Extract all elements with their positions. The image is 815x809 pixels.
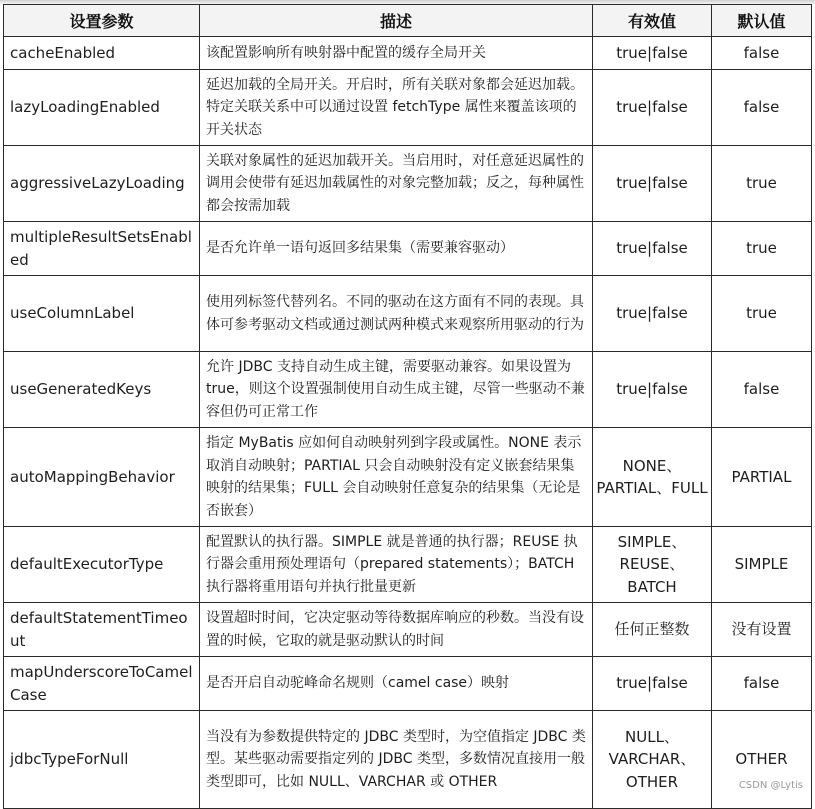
table-row (4, 352, 812, 428)
table-row (4, 70, 812, 146)
param-name: defaultStatementTimeout (4, 603, 200, 657)
param-default: 没有设置 (712, 603, 812, 657)
param-name: multipleResultSetsEnabled (4, 222, 200, 276)
param-name: defaultExecutorType (4, 527, 200, 603)
param-name: jdbcTypeForNull (4, 711, 200, 809)
param-default: false (712, 37, 812, 70)
param-valid: true|false (593, 70, 712, 146)
param-desc: 当没有为参数提供特定的 JDBC 类型时，为空值指定 JDBC 类型。某些驱动需要指定列的 JDBC 类型，多数情况直接用一般类型即可，比如 NULL、VARCHAR 或 OTHER (200, 711, 593, 809)
table-row (4, 146, 812, 222)
param-default: OTHER (712, 711, 812, 809)
param-default: false (712, 657, 812, 711)
table-row (4, 276, 812, 352)
param-default: PARTIAL (712, 428, 812, 527)
table-row (4, 222, 812, 276)
table-row (4, 711, 812, 809)
param-desc: 延迟加载的全局开关。开启时，所有关联对象都会延迟加载。特定关联关系中可以通过设置 fetchType 属性来覆盖该项的开关状态 (200, 70, 593, 146)
param-valid: NULL、VARCHAR、OTHER (593, 711, 712, 809)
param-desc: 使用列标签代替列名。不同的驱动在这方面有不同的表现。具体可参考驱动文档或通过测试两种模式来观察所用驱动的行为 (200, 276, 593, 352)
param-desc: 指定 MyBatis 应如何自动映射列到字段或属性。NONE 表示取消自动映射；PARTIAL 只会自动映射没有定义嵌套结果集映射的结果集；FULL 会自动映射任意复杂的结果集（无论是否嵌套） (200, 428, 593, 527)
table-row (4, 603, 812, 657)
param-name: useGeneratedKeys (4, 352, 200, 428)
param-valid: NONE、PARTIAL、FULL (593, 428, 712, 527)
param-default: true (712, 222, 812, 276)
param-desc: 是否允许单一语句返回多结果集（需要兼容驱动） (200, 222, 593, 276)
param-desc: 允许 JDBC 支持自动生成主键，需要驱动兼容。如果设置为 true，则这个设置强制使用自动生成主键，尽管一些驱动不兼容但仍可正常工作 (200, 352, 593, 428)
param-default: false (712, 70, 812, 146)
param-desc: 关联对象属性的延迟加载开关。当启用时，对任意延迟属性的调用会使带有延迟加载属性的对象完整加载；反之，每种属性都会按需加载 (200, 146, 593, 222)
param-default: false (712, 352, 812, 428)
header-row (4, 5, 812, 37)
watermark: CSDN @Lytis (738, 780, 803, 791)
header-param: 设置参数 (4, 5, 200, 37)
param-default: true (712, 276, 812, 352)
param-valid: true|false (593, 222, 712, 276)
param-name: autoMappingBehavior (4, 428, 200, 527)
param-name: mapUnderscoreToCamelCase (4, 657, 200, 711)
param-desc: 设置超时时间，它决定驱动等待数据库响应的秒数。当没有设置的时候，它取的就是驱动默认的时间 (200, 603, 593, 657)
param-default: SIMPLE (712, 527, 812, 603)
table-row (4, 37, 812, 70)
param-name: aggressiveLazyLoading (4, 146, 200, 222)
param-valid: true|false (593, 146, 712, 222)
param-valid: true|false (593, 37, 712, 70)
table-row (4, 428, 812, 527)
param-name: useColumnLabel (4, 276, 200, 352)
settings-table (3, 4, 812, 809)
param-valid: 任何正整数 (593, 603, 712, 657)
header-desc: 描述 (200, 5, 593, 37)
param-valid: SIMPLE、REUSE、BATCH (593, 527, 712, 603)
table-row (4, 657, 812, 711)
param-desc: 配置默认的执行器。SIMPLE 就是普通的执行器；REUSE 执行器会重用预处理语句（prepared statements）；BATCH 执行器将重用语句并执行批量更新 (200, 527, 593, 603)
param-desc: 是否开启自动驼峰命名规则（camel case）映射 (200, 657, 593, 711)
table-row (4, 527, 812, 603)
header-default: 默认值 (712, 5, 812, 37)
param-name: cacheEnabled (4, 37, 200, 70)
param-valid: true|false (593, 352, 712, 428)
param-default: true (712, 146, 812, 222)
param-valid: true|false (593, 276, 712, 352)
header-valid: 有效值 (593, 5, 712, 37)
param-valid: true|false (593, 657, 712, 711)
param-name: lazyLoadingEnabled (4, 70, 200, 146)
param-desc: 该配置影响所有映射器中配置的缓存全局开关 (200, 37, 593, 70)
